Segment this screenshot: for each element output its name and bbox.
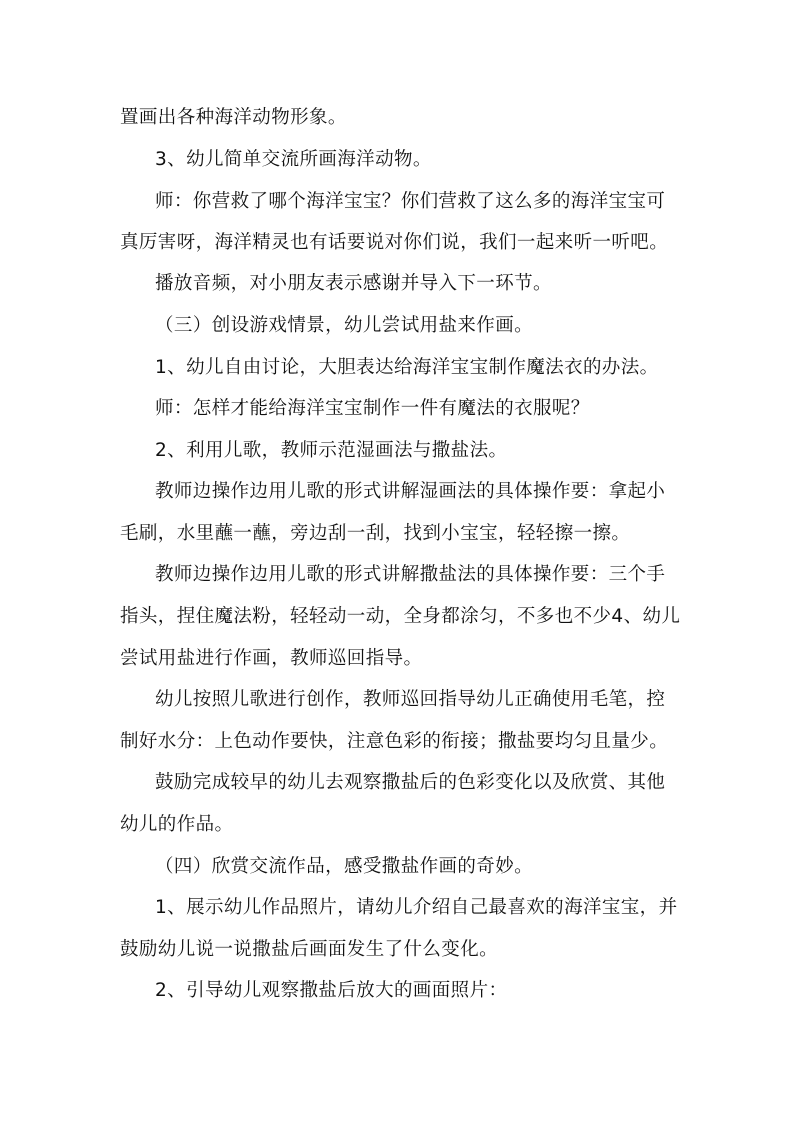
section-heading-4: （四）欣赏交流作品，感受撒盐作画的奇妙。 [155, 856, 534, 877]
paragraph-line-1: 置画出各种海洋动物形象。 [120, 107, 347, 128]
paragraph-line-9: 2、利用儿歌，教师示范湿画法与撒盐法。 [155, 440, 508, 461]
paragraph-line-16: 制好水分：上色动作要快，注意色彩的衔接；撒盐要均匀且量少。 [120, 731, 669, 752]
paragraph-line-3: 师：你营救了哪个海洋宝宝？你们营救了这么多的海洋宝宝可 [155, 191, 666, 212]
paragraph-line-7: 1、幼儿自由讨论，大胆表达给海洋宝宝制作魔法衣的办法。 [155, 357, 659, 378]
paragraph-line-13: 指头，捏住魔法粉，轻轻动一动，全身都涂匀，不多也不少4、幼儿 [120, 606, 681, 627]
paragraph-line-14: 尝试用盐进行作画，教师巡回指导。 [120, 648, 423, 669]
paragraph-line-11: 毛刷，水里蘸一蘸，旁边刮一刮，找到小宝宝，轻轻擦一擦。 [120, 523, 631, 544]
paragraph-line-18: 幼儿的作品。 [120, 814, 234, 835]
paragraph-line-22: 2、引导幼儿观察撒盐后放大的画面照片： [155, 980, 508, 1001]
paragraph-line-20: 1、展示幼儿作品照片，请幼儿介绍自己最喜欢的海洋宝宝，并 [155, 897, 678, 918]
paragraph-line-21: 鼓励幼儿说一说撒盐后画面发生了什么变化。 [120, 939, 499, 960]
paragraph-line-12: 教师边操作边用儿歌的形式讲解撒盐法的具体操作要：三个手 [155, 564, 666, 585]
paragraph-line-10: 教师边操作边用儿歌的形式讲解湿画法的具体操作要：拿起小 [155, 481, 666, 502]
paragraph-line-4: 真厉害呀，海洋精灵也有话要说对你们说，我们一起来听一听吧。 [120, 232, 669, 253]
paragraph-line-8: 师：怎样才能给海洋宝宝制作一件有魔法的衣服呢？ [155, 398, 590, 419]
paragraph-line-17: 鼓励完成较早的幼儿去观察撒盐后的色彩变化以及欣赏、其他 [155, 772, 666, 793]
paragraph-line-2: 3、幼儿简单交流所画海洋动物。 [155, 149, 432, 170]
paragraph-line-15: 幼儿按照儿歌进行创作，教师巡回指导幼儿正确使用毛笔，控 [155, 689, 666, 710]
paragraph-line-5: 播放音频，对小朋友表示感谢并导入下一环节。 [155, 273, 552, 294]
section-heading-3: （三）创设游戏情景，幼儿尝试用盐来作画。 [155, 315, 534, 336]
